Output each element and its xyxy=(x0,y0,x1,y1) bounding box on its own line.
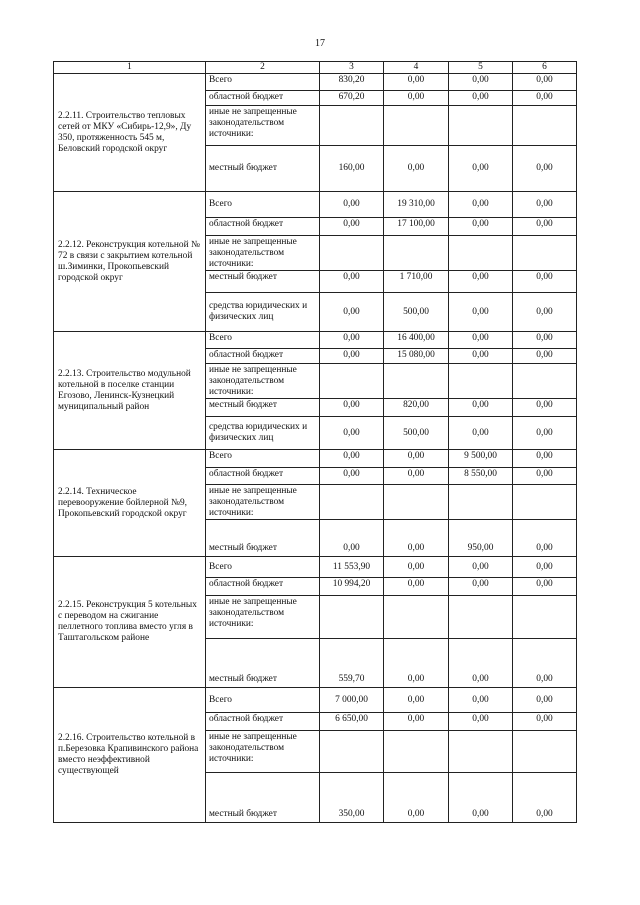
value-cell: 0,00 xyxy=(449,332,513,349)
table-row xyxy=(54,192,577,218)
value-cell: 0,00 xyxy=(449,417,513,450)
value-cell xyxy=(320,731,384,773)
measure-description: 2.2.16. Строительство котельной в п.Березовка Крапивинского района вместо неэффективной существующей xyxy=(54,688,206,823)
value-cell: 0,00 xyxy=(513,74,577,91)
source-label: областной бюджет xyxy=(206,713,320,731)
value-cell: 0,00 xyxy=(320,349,384,364)
value-cell: 0,00 xyxy=(320,218,384,236)
value-cell: 0,00 xyxy=(449,146,513,192)
source-label: Всего xyxy=(206,688,320,713)
value-cell: 0,00 xyxy=(384,688,449,713)
value-cell xyxy=(513,731,577,773)
value-cell: 0,00 xyxy=(513,520,577,557)
value-cell xyxy=(384,364,449,399)
value-cell: 0,00 xyxy=(513,557,577,578)
value-cell: 0,00 xyxy=(384,74,449,91)
source-label: областной бюджет xyxy=(206,578,320,596)
value-cell xyxy=(513,236,577,271)
value-cell: 0,00 xyxy=(449,192,513,218)
value-cell xyxy=(384,485,449,520)
value-cell: 0,00 xyxy=(449,688,513,713)
source-label: областной бюджет xyxy=(206,468,320,485)
value-cell: 0,00 xyxy=(513,349,577,364)
measure-description: 2.2.11. Строительство тепловых сетей от МКУ «Сибирь-12,9», Ду 350, протяженность 545 м, Беловский городской округ xyxy=(54,74,206,192)
value-cell: 0,00 xyxy=(320,520,384,557)
value-cell xyxy=(513,106,577,146)
value-cell: 0,00 xyxy=(513,417,577,450)
value-cell xyxy=(449,485,513,520)
source-label: местный бюджет xyxy=(206,773,320,823)
source-label: иные не запрещенные законодательством источники: xyxy=(206,106,320,146)
value-cell: 0,00 xyxy=(513,399,577,417)
value-cell xyxy=(320,106,384,146)
table-row xyxy=(54,74,577,91)
value-cell: 0,00 xyxy=(320,293,384,332)
value-cell: 0,00 xyxy=(384,91,449,106)
value-cell: 8 550,00 xyxy=(449,468,513,485)
source-label: средства юридических и физических лиц xyxy=(206,293,320,332)
value-cell: 16 400,00 xyxy=(384,332,449,349)
value-cell: 0,00 xyxy=(384,520,449,557)
value-cell: 0,00 xyxy=(320,468,384,485)
value-cell: 0,00 xyxy=(320,399,384,417)
value-cell: 670,20 xyxy=(320,91,384,106)
source-label: иные не запрещенные законодательством источники: xyxy=(206,596,320,639)
value-cell: 0,00 xyxy=(449,271,513,293)
value-cell xyxy=(320,364,384,399)
value-cell: 0,00 xyxy=(384,773,449,823)
page-number: 17 xyxy=(315,38,325,49)
value-cell: 0,00 xyxy=(513,688,577,713)
value-cell: 0,00 xyxy=(449,773,513,823)
value-cell: 0,00 xyxy=(384,578,449,596)
value-cell: 820,00 xyxy=(384,399,449,417)
value-cell: 0,00 xyxy=(513,773,577,823)
value-cell: 10 994,20 xyxy=(320,578,384,596)
value-cell xyxy=(320,485,384,520)
value-cell: 0,00 xyxy=(384,468,449,485)
value-cell: 0,00 xyxy=(513,332,577,349)
col-header-3: 3 xyxy=(320,62,384,74)
value-cell: 0,00 xyxy=(513,468,577,485)
source-label: иные не запрещенные законодательством источники: xyxy=(206,731,320,773)
value-cell: 0,00 xyxy=(384,450,449,468)
value-cell: 0,00 xyxy=(384,713,449,731)
value-cell xyxy=(513,364,577,399)
value-cell: 0,00 xyxy=(449,218,513,236)
value-cell: 11 553,90 xyxy=(320,557,384,578)
source-label: иные не запрещенные законодательством источники: xyxy=(206,236,320,271)
value-cell xyxy=(384,731,449,773)
value-cell: 160,00 xyxy=(320,146,384,192)
value-cell: 0,00 xyxy=(513,293,577,332)
value-cell xyxy=(320,236,384,271)
value-cell: 500,00 xyxy=(384,417,449,450)
value-cell: 0,00 xyxy=(384,146,449,192)
value-cell xyxy=(384,106,449,146)
value-cell: 0,00 xyxy=(320,450,384,468)
col-header-6: 6 xyxy=(513,62,577,74)
source-label: Всего xyxy=(206,192,320,218)
value-cell: 0,00 xyxy=(513,639,577,688)
value-cell: 0,00 xyxy=(513,450,577,468)
col-header-2: 2 xyxy=(206,62,320,74)
value-cell: 0,00 xyxy=(449,557,513,578)
source-label: Всего xyxy=(206,557,320,578)
col-header-5: 5 xyxy=(449,62,513,74)
value-cell: 500,00 xyxy=(384,293,449,332)
source-label: местный бюджет xyxy=(206,146,320,192)
value-cell: 830,20 xyxy=(320,74,384,91)
value-cell: 0,00 xyxy=(513,146,577,192)
source-label: Всего xyxy=(206,450,320,468)
funding-table xyxy=(53,61,577,823)
source-label: местный бюджет xyxy=(206,639,320,688)
value-cell: 0,00 xyxy=(513,192,577,218)
value-cell xyxy=(384,596,449,639)
value-cell: 0,00 xyxy=(449,399,513,417)
measure-description: 2.2.12. Реконструкция котельной № 72 в связи с закрытием котельной ш.Зиминки, Прокопьевский городской округ xyxy=(54,192,206,332)
table-row xyxy=(54,450,577,468)
value-cell: 0,00 xyxy=(449,293,513,332)
value-cell: 0,00 xyxy=(449,349,513,364)
value-cell xyxy=(449,106,513,146)
source-label: местный бюджет xyxy=(206,399,320,417)
source-label: Всего xyxy=(206,332,320,349)
value-cell: 15 080,00 xyxy=(384,349,449,364)
value-cell: 0,00 xyxy=(513,713,577,731)
value-cell: 0,00 xyxy=(449,74,513,91)
value-cell: 19 310,00 xyxy=(384,192,449,218)
value-cell: 0,00 xyxy=(449,578,513,596)
value-cell: 0,00 xyxy=(449,639,513,688)
value-cell xyxy=(384,236,449,271)
value-cell xyxy=(513,596,577,639)
value-cell: 0,00 xyxy=(384,557,449,578)
value-cell: 0,00 xyxy=(449,713,513,731)
value-cell: 0,00 xyxy=(513,271,577,293)
value-cell xyxy=(449,364,513,399)
source-label: средства юридических и физических лиц xyxy=(206,417,320,450)
source-label: Всего xyxy=(206,74,320,91)
value-cell: 0,00 xyxy=(513,91,577,106)
source-label: иные не запрещенные законодательством источники: xyxy=(206,485,320,520)
value-cell: 0,00 xyxy=(513,218,577,236)
value-cell: 0,00 xyxy=(320,417,384,450)
col-header-4: 4 xyxy=(384,62,449,74)
source-label: областной бюджет xyxy=(206,218,320,236)
value-cell xyxy=(320,596,384,639)
value-cell xyxy=(449,236,513,271)
col-header-1: 1 xyxy=(54,62,206,74)
measure-description: 2.2.15. Реконструкция 5 котельных с переводом на сжигание пеллетного топлива вместо угля в Таштагольском районе xyxy=(54,557,206,688)
value-cell: 350,00 xyxy=(320,773,384,823)
header-row xyxy=(54,62,577,74)
table-row xyxy=(54,688,577,713)
measure-description: 2.2.13. Строительство модульной котельной в поселке станции Егозово, Ленинск-Кузнецкий муниципальный район xyxy=(54,332,206,450)
source-label: иные не запрещенные законодательством источники: xyxy=(206,364,320,399)
value-cell xyxy=(449,596,513,639)
value-cell: 17 100,00 xyxy=(384,218,449,236)
value-cell: 1 710,00 xyxy=(384,271,449,293)
table-row xyxy=(54,332,577,349)
source-label: местный бюджет xyxy=(206,520,320,557)
value-cell xyxy=(449,731,513,773)
value-cell: 0,00 xyxy=(449,91,513,106)
value-cell: 0,00 xyxy=(384,639,449,688)
source-label: областной бюджет xyxy=(206,349,320,364)
source-label: местный бюджет xyxy=(206,271,320,293)
value-cell: 0,00 xyxy=(320,271,384,293)
value-cell: 6 650,00 xyxy=(320,713,384,731)
value-cell: 0,00 xyxy=(320,332,384,349)
value-cell: 0,00 xyxy=(320,192,384,218)
table-row xyxy=(54,557,577,578)
value-cell xyxy=(513,485,577,520)
source-label: областной бюджет xyxy=(206,91,320,106)
measure-description: 2.2.14. Техническое перевооружение бойлерной №9, Прокопьевский городской округ xyxy=(54,450,206,557)
value-cell: 0,00 xyxy=(513,578,577,596)
value-cell: 950,00 xyxy=(449,520,513,557)
value-cell: 7 000,00 xyxy=(320,688,384,713)
value-cell: 559,70 xyxy=(320,639,384,688)
value-cell: 9 500,00 xyxy=(449,450,513,468)
